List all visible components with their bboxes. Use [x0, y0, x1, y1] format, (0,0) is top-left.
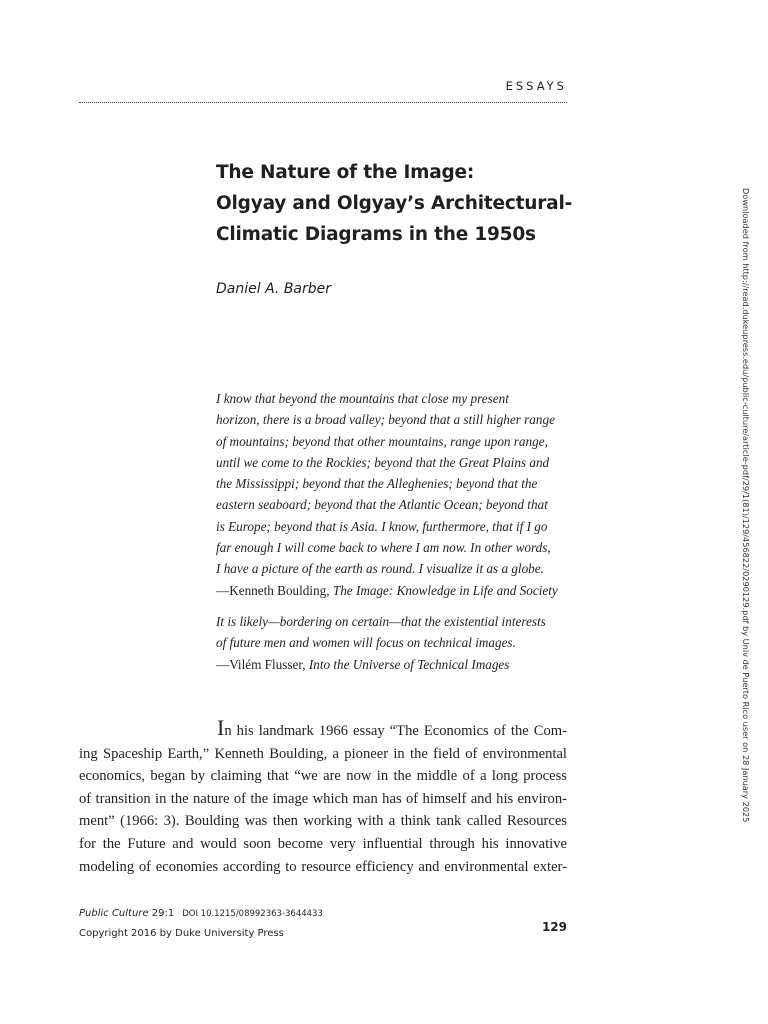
attribution-work: Into the Universe of Technical Images	[308, 656, 510, 672]
article-title	[216, 157, 576, 250]
body-line: modeling of economies according to resource efficiency and environmental exter-	[79, 858, 567, 875]
journal-name: Public Culture	[79, 908, 149, 919]
title-line: The Nature of the Image:	[216, 162, 475, 183]
body-line: ment” (1966: 3). Boulding was then working with a think tank called Resources	[79, 813, 567, 830]
body-line: of transition in the nature of the image which man has of himself and his environ-	[79, 790, 567, 807]
body-paragraph	[79, 715, 567, 878]
body-line: ing Spaceship Earth,” Kenneth Boulding, a pioneer in the field of environmental	[79, 745, 567, 762]
body-line: economics, began by claiming that “we are now in the middle of a long process	[79, 768, 567, 785]
download-watermark: Downloaded from http://read.dukeupress.edu/public-culture/article-pdf/29/1(81)/129/456822/0290129.pdf by Univ de Puerto Rico user on 28 January 2025	[741, 188, 751, 823]
body-line	[79, 715, 567, 743]
epigraph-flusser	[216, 611, 576, 675]
copyright-line: Copyright 2016 by Duke University Press	[79, 928, 284, 939]
journal-line	[79, 904, 323, 924]
epigraph-line: eastern seaboard; beyond that the Atlantic Ocean; beyond that	[216, 497, 548, 513]
epigraph-line: of mountains; beyond that other mountains, range upon range,	[216, 433, 548, 449]
author-name: Daniel A. Barber	[216, 281, 332, 297]
epigraph-line: the Mississippi; beyond that the Alleghenies; beyond that the	[216, 476, 538, 492]
footer-citation	[79, 904, 323, 943]
epigraph-line: I know that beyond the mountains that close my present	[216, 391, 509, 406]
epigraph-line: I have a picture of the earth as round. I visualize it as a globe.	[216, 561, 544, 577]
epigraph-line: horizon, there is a broad valley; beyond that a still higher range	[216, 412, 555, 428]
page-number: 129	[541, 920, 567, 934]
epigraph-line: of future men and women will focus on technical images.	[216, 635, 516, 651]
attribution-author: —Kenneth Boulding,	[216, 582, 333, 598]
doi-link[interactable]: DOI 10.1215/08992363-3644433	[182, 909, 323, 919]
drop-cap: I	[217, 715, 225, 740]
epigraph-line: until we come to the Rockies; beyond that the Great Plains and	[216, 454, 550, 470]
epigraph-line: is Europe; beyond that is Asia. I know, furthermore, that if I go	[216, 518, 548, 534]
body-line: for the Future and would soon become very influential through his innovative	[79, 835, 567, 852]
header-divider	[79, 102, 567, 103]
attribution-author: —Vilém Flusser,	[216, 656, 309, 672]
title-line: Olgyay and Olgyay’s Architectural-	[216, 193, 573, 214]
attribution-work: The Image: Knowledge in Life and Society	[332, 582, 558, 598]
epigraph-attribution	[216, 654, 576, 675]
section-label: ESSAYS	[505, 79, 567, 93]
epigraph-attribution	[216, 580, 576, 601]
first-line-text: n his landmark 1966 essay “The Economics of the Com-	[224, 723, 567, 739]
title-line: Climatic Diagrams in the 1950s	[216, 224, 536, 245]
epigraph-boulding	[216, 388, 576, 601]
epigraph-line: far enough I will come back to where I am now. In other words,	[216, 540, 551, 556]
epigraph-line: It is likely—bordering on certain—that the existential interests	[216, 614, 546, 629]
journal-volume: 29:1	[148, 908, 175, 919]
